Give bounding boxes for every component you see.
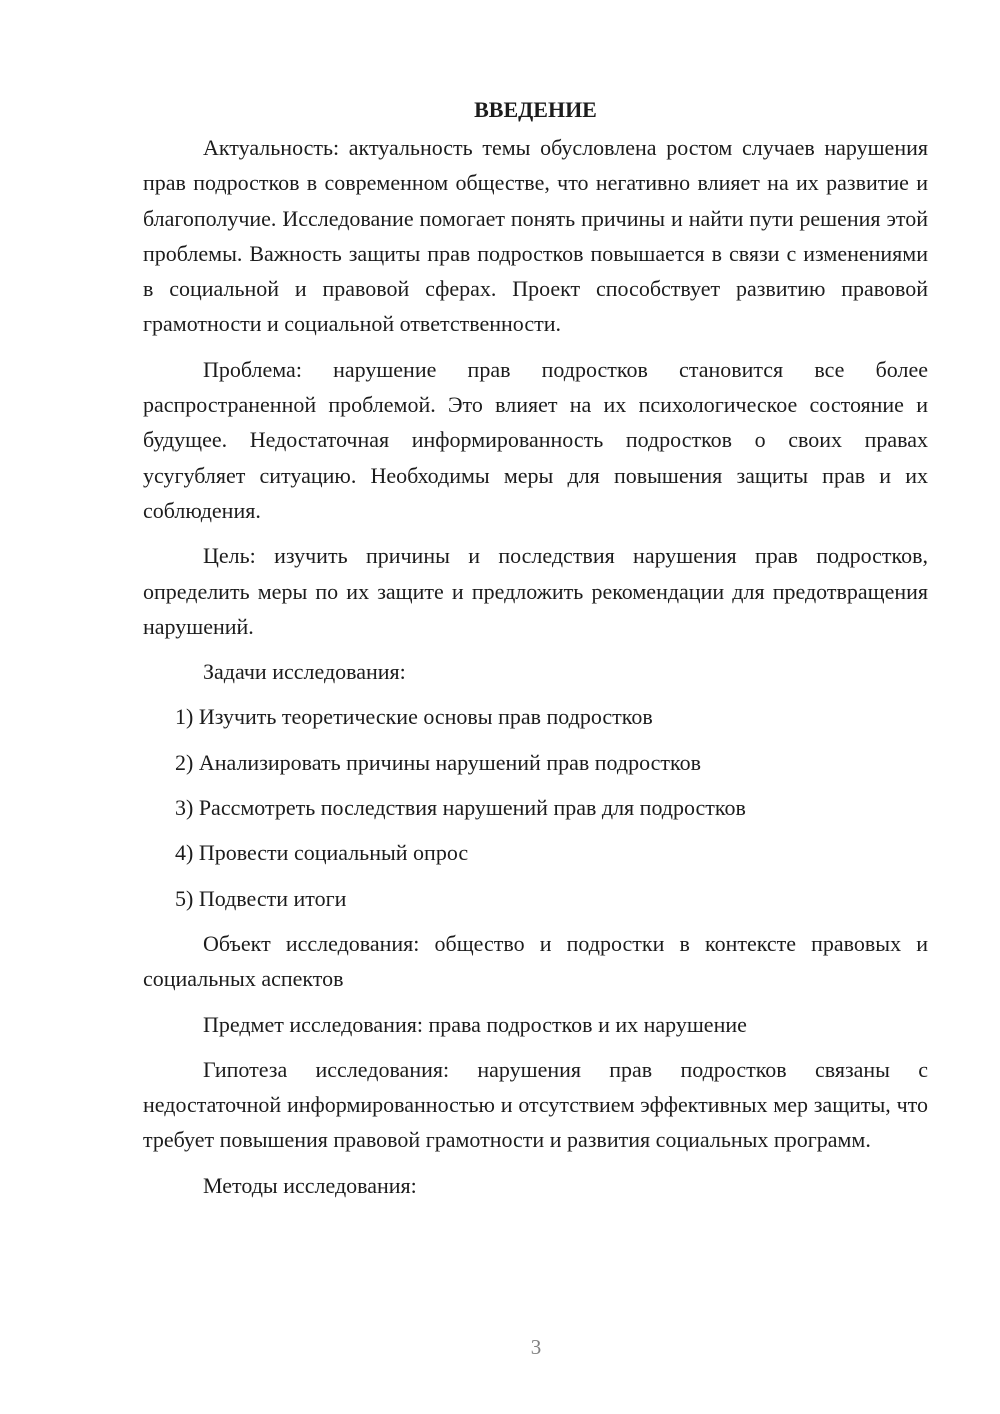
tasks-list (143, 699, 928, 915)
list-item: 1) Изучить теоретические основы прав подростков (175, 704, 653, 730)
hypothesis-paragraph: Гипотеза исследования: нарушения прав подростков связаны с недостаточной информированностью и отсутствием эффективных мер защиты, что требует повышения правовой грамотности и развития социальных программ. (143, 1056, 928, 1153)
list-item: 4) Провести социальный опрос (175, 840, 469, 866)
methods-heading: Методы исследования: (203, 1172, 417, 1198)
section-heading: ВВЕДЕНИЕ (474, 97, 597, 122)
tasks-heading: Задачи исследования: (203, 659, 406, 685)
goal-paragraph: Цель: изучить причины и последствия нарушения прав подростков, определить меры по их защите и предложить рекомендации для предотвращения нарушений. (143, 543, 928, 639)
object-paragraph: Объект исследования: общество и подростки в контексте правовых и социальных аспектов (143, 930, 928, 992)
relevance-paragraph: Актуальность: актуальность темы обусловлена ростом случаев нарушения прав подростков в современном обществе, что негативно влияет на их развитие и благополучие. Исследование помогает понять причины и найти пути решения этой проблемы. Важность защиты прав подростков повышается в связи с изменениями в социальной и правовой сферах. Проект способствует развитию правовой грамотности и социальной ответственности. (143, 135, 928, 337)
page-number: 3 (530, 1335, 542, 1359)
list-item: 2) Анализировать причины нарушений прав подростков (175, 749, 701, 775)
list-item: 3) Рассмотреть последствия нарушений прав для подростков (175, 795, 746, 821)
page-content (143, 92, 928, 1213)
list-item: 5) Подвести итоги (175, 885, 347, 911)
problem-paragraph: Проблема: нарушение прав подростков становится все более распространенной проблемой. Это влияет на их психологическое состояние и будущее. Недостаточная информированность подростков о своих правах усугубляет ситуацию. Необходимы меры для повышения защиты прав и их соблюдения. (143, 356, 928, 523)
subject-paragraph: Предмет исследования: права подростков и их нарушение (203, 1011, 747, 1037)
